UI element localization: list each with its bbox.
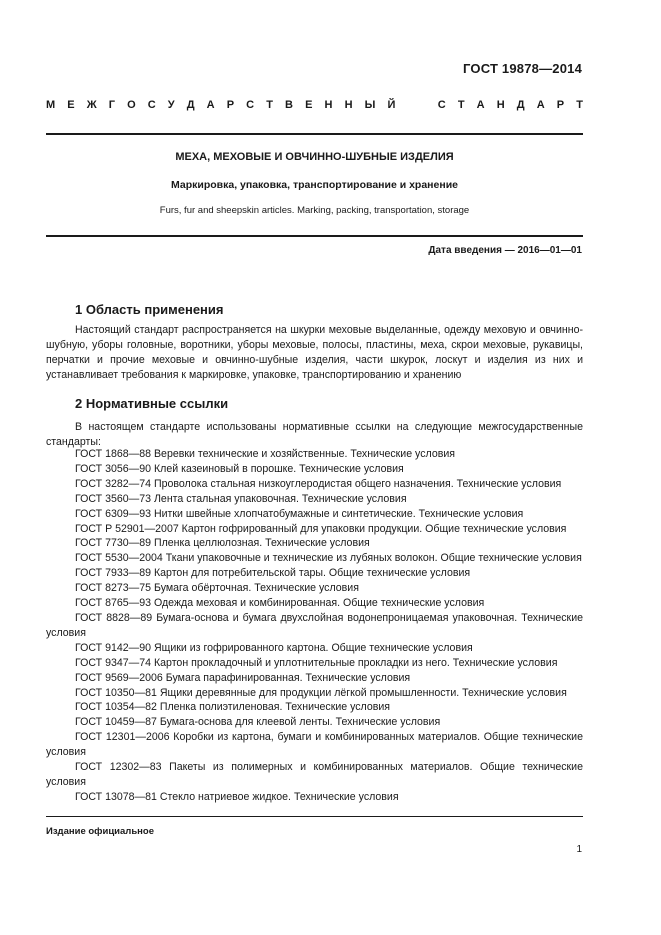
- edition-label: Издание официальное: [46, 826, 154, 837]
- references-intro: [46, 420, 583, 450]
- banner-letter: Ы: [364, 99, 376, 111]
- reference-item: ГОСТ 9569—2006 Бумага парафинированная. Технические условия: [75, 671, 411, 684]
- reference-item: ГОСТ 12302—83 Пакеты из полимерных и комбинированных материалов. Общие технические условия: [46, 761, 583, 788]
- banner-letter: О: [127, 99, 136, 111]
- reference-item: ГОСТ 3282—74 Проволока стальная низкоуглеродистая общего назначения. Технические условия: [75, 477, 562, 490]
- reference-list: [46, 447, 583, 805]
- reference-item: ГОСТ Р 52901—2007 Картон гофрированный для упаковки продукции. Общие технические условия: [75, 522, 567, 535]
- banner-letter: Д: [186, 99, 195, 111]
- banner-letter: С: [246, 99, 255, 111]
- banner-letter: Н: [496, 99, 505, 111]
- document-number: ГОСТ 19878—2014: [463, 61, 582, 76]
- section-heading-references: 2 Нормативные ссылки: [75, 396, 229, 411]
- banner-letter: Й: [387, 99, 396, 111]
- title-divider: [46, 235, 583, 237]
- scope-paragraph: [46, 323, 583, 383]
- reference-item: ГОСТ 7730—89 Пленка целлюлозная. Технические условия: [75, 537, 370, 550]
- banner-letter: Е: [67, 99, 75, 111]
- banner-letter: Д: [516, 99, 525, 111]
- reference-item: ГОСТ 12301—2006 Коробки из картона, бумаги и комбинированных материалов. Общие технические условия: [46, 731, 583, 759]
- english-title: Furs, fur and sheepskin articles. Marking, packing, transportation, storage: [159, 205, 470, 216]
- reference-item: ГОСТ 10354—82 Пленка полиэтиленовая. Технические условия: [75, 701, 391, 714]
- top-divider: [46, 133, 583, 135]
- reference-item: ГОСТ 1868—88 Веревки технические и хозяйственные. Технические условия: [75, 448, 456, 460]
- paragraph: В настоящем стандарте использованы нормативные ссылки на следующие межгосударственные стандарты:: [46, 421, 583, 448]
- section-heading-scope: 1 Область применения: [75, 302, 224, 317]
- reference-item: ГОСТ 10350—81 Ящики деревянные для продукции лёгкой промышленности. Технические условия: [75, 686, 567, 699]
- reference-item: ГОСТ 6309—93 Нитки швейные хлопчатобумажные и синтетические. Технические условия: [75, 507, 524, 520]
- banner-letter: Т: [457, 99, 465, 111]
- reference-item: ГОСТ 5530—2004 Ткани упаковочные и технические из лубяных волокон. Общие технические условия: [75, 552, 582, 565]
- footer-divider: [46, 816, 583, 817]
- banner-letter: Е: [305, 99, 313, 111]
- reference-item: ГОСТ 13078—81 Стекло натриевое жидкое. Технические условия: [75, 790, 399, 803]
- reference-item: ГОСТ 8273—75 Бумага обёрточная. Технические условия: [75, 582, 359, 595]
- page-number: 1: [576, 844, 582, 855]
- reference-item: ГОСТ 3056—90 Клей казеиновый в порошке. Технические условия: [75, 462, 404, 475]
- banner-letter: Н: [344, 99, 353, 111]
- interstate-standard-banner: [46, 99, 583, 111]
- banner-letter: Р: [556, 99, 565, 111]
- banner-letter: С: [437, 99, 446, 111]
- banner-letter: Ж: [86, 99, 97, 111]
- banner-letter: С: [147, 99, 156, 111]
- banner-letter: В: [285, 99, 293, 111]
- banner-letter: А: [476, 99, 485, 111]
- banner-letter: А: [536, 99, 545, 111]
- reference-item: ГОСТ 10459—87 Бумага-основа для клеевой ленты. Технические условия: [75, 716, 441, 729]
- paragraph: Настоящий стандарт распространяется на шкурки меховые выделанные, одежду меховую и овчинно-шубную, уборы головные, воротники, уборы меховые, полосы, пластины, меха, скрои меховые, рукавицы, перчатки и прочие меховые и овчинно-шубные изделия, части шкурок, лоскут и изделия из них и устанавливает требования к маркировке, упаковке, транспортированию и хранению: [46, 324, 583, 381]
- reference-item: ГОСТ 8765—93 Одежда меховая и комбинированная. Общие технические условия: [75, 597, 485, 610]
- banner-letter: Г: [108, 99, 115, 111]
- reference-item: ГОСТ 8828—89 Бумага-основа и бумага двухслойная водонепроницаемая упаковочная. Технические условия: [46, 611, 583, 639]
- letter-gap: [407, 99, 410, 111]
- banner-letter: У: [167, 99, 175, 111]
- banner-letter: А: [206, 99, 215, 111]
- document-subtitle: Маркировка, упаковка, транспортирование и хранение: [170, 179, 458, 191]
- reference-item: ГОСТ 3560—73 Лента стальная упаковочная. Технические условия: [75, 492, 407, 505]
- banner-letter: Т: [576, 99, 583, 111]
- reference-item: ГОСТ 9142—90 Ящики из гофрированного картона. Общие технические условия: [75, 641, 473, 654]
- reference-item: ГОСТ 7933—89 Картон для потребительской тары. Общие технические условия: [75, 567, 471, 580]
- introduction-date: Дата введения — 2016—01—01: [428, 245, 582, 256]
- reference-item: ГОСТ 9347—74 Картон прокладочный и уплотнительные прокладки из него. Технические условия: [75, 656, 558, 669]
- document-title: МЕХА, МЕХОВЫЕ И ОВЧИННО-ШУБНЫЕ ИЗДЕЛИЯ: [175, 151, 454, 163]
- banner-letter: Т: [266, 99, 273, 111]
- letter-gap: [423, 99, 426, 111]
- banner-letter: Н: [324, 99, 333, 111]
- banner-letter: Р: [226, 99, 235, 111]
- banner-letter: М: [46, 99, 56, 111]
